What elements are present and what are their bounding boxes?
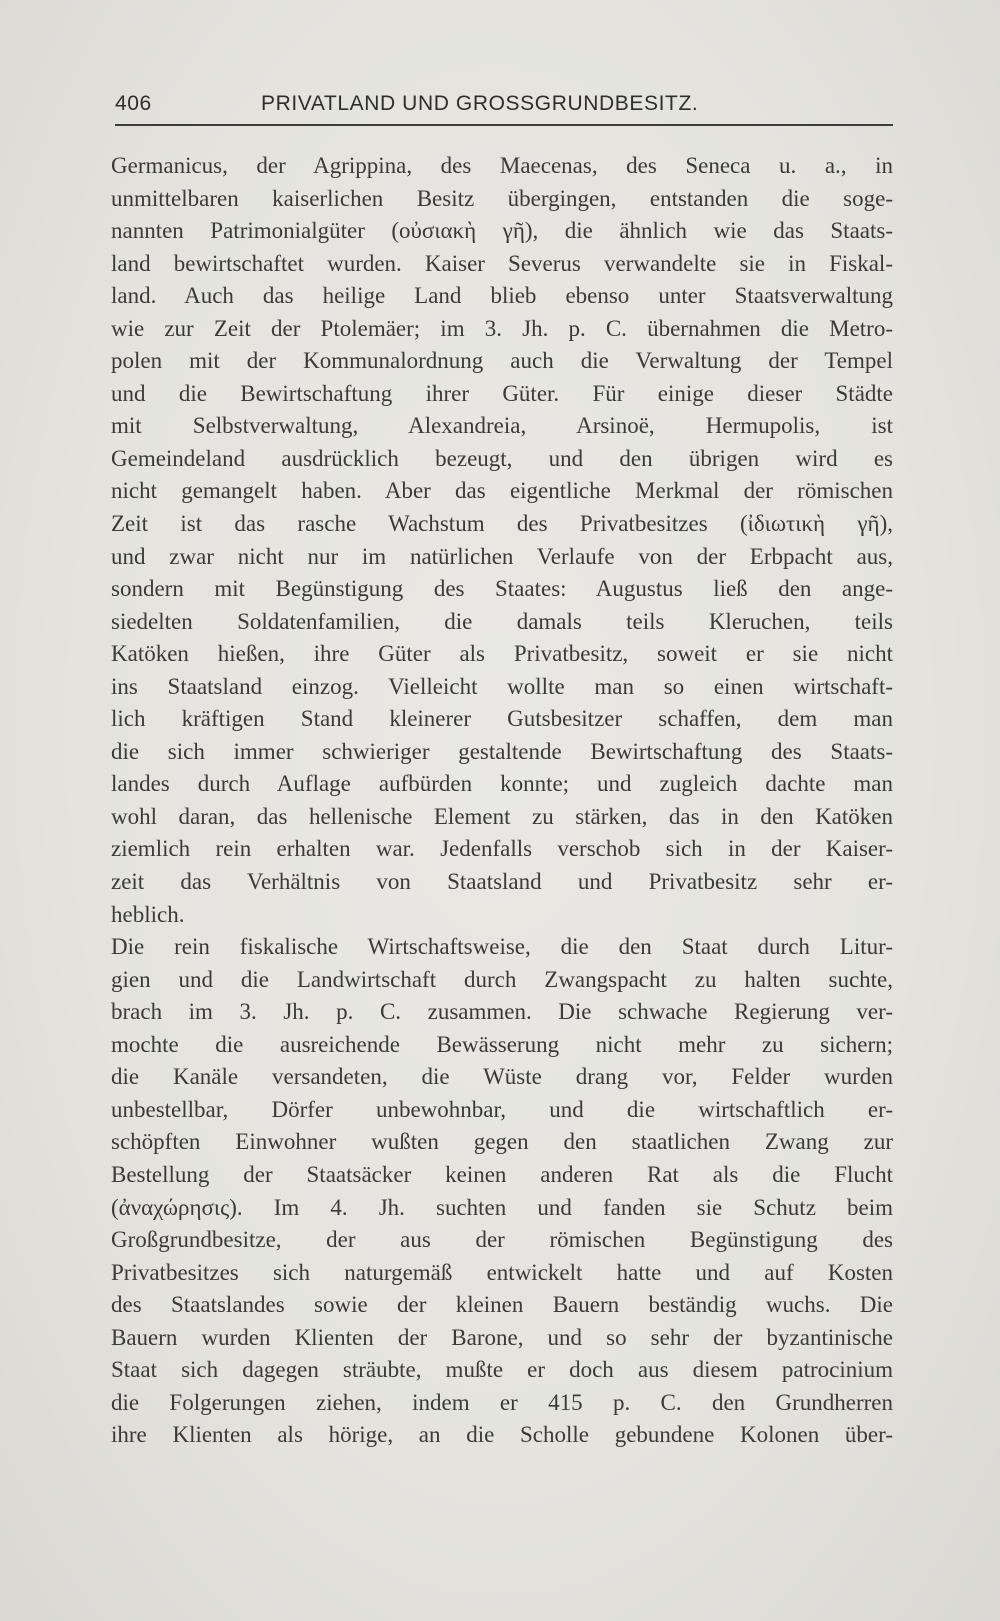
text-line: sondern mit Begünstigung des Staates: Augustus ließ den ange- — [111, 576, 893, 602]
text-line: Germanicus, der Agrippina, des Maecenas, des Seneca u. a., in — [111, 153, 893, 178]
text-line: schöpften Einwohner wußten gegen den staatlichen Zwang zur — [111, 1129, 893, 1155]
text-line: unbestellbar, Dörfer unbewohnbar, und die wirtschaftlich er- — [111, 1096, 893, 1122]
text-line: siedelten Soldatenfamilien, die damals teils Kleruchen, teils — [111, 608, 893, 634]
text-line: Privatbesitzes sich naturgemäß entwickelt hatte und auf Kosten — [111, 1259, 893, 1285]
text-line: Bestellung der Staatsäcker keinen anderen Rat als die Flucht — [111, 1161, 893, 1187]
text-line: landes durch Auflage aufbürden konnte; und zugleich dachte man — [111, 771, 893, 797]
text-line: land bewirtschaftet wurden. Kaiser Severus verwandelte sie in Fiskal- — [111, 250, 893, 276]
text-line: wie zur Zeit der Ptolemäer; im 3. Jh. p. C. übernahmen die Metro- — [111, 315, 893, 341]
text-line: brach im 3. Jh. p. C. zusammen. Die schwache Regierung ver- — [111, 999, 893, 1025]
text-line: gien und die Landwirtschaft durch Zwangspacht zu halten suchte, — [111, 966, 893, 992]
text-line: polen mit der Kommunalordnung auch die Verwaltung der Tempel — [111, 348, 893, 374]
text-line: Zeit ist das rasche Wachstum des Privatbesitzes (ἰδιωτικὴ γῆ), — [111, 511, 893, 537]
header-rule — [115, 124, 893, 126]
text-line: ziemlich rein erhalten war. Jedenfalls verschob sich in der Kaiser- — [111, 836, 893, 862]
text-line: Großgrundbesitze, der aus der römischen Begünstigung des — [111, 1227, 893, 1253]
text-line: Die rein fiskalische Wirtschaftsweise, die den Staat durch Litur- — [111, 934, 893, 960]
text-line: die Folgerungen ziehen, indem er 415 p. C. den Grundherren — [111, 1389, 893, 1415]
text-line: (ἀναχώρησις). Im 4. Jh. suchten und fanden sie Schutz beim — [111, 1194, 893, 1220]
body-text — [111, 150, 893, 1452]
running-title: PRIVATLAND UND GROSSGRUNDBESITZ. — [261, 92, 699, 115]
paragraph-end-line: heblich. — [111, 901, 185, 927]
text-line: die sich immer schwieriger gestaltende Bewirtschaftung des Staats- — [111, 738, 893, 764]
text-line: Katöken hießen, ihre Güter als Privatbesitz, soweit er sie nicht — [111, 641, 893, 667]
text-line: land. Auch das heilige Land blieb ebenso unter Staatsverwaltung — [111, 283, 893, 309]
text-line: mit Selbstverwaltung, Alexandreia, Arsinoë, Hermupolis, ist — [111, 413, 893, 439]
text-line: des Staatslandes sowie der kleinen Bauern beständig wuchs. Die — [111, 1292, 893, 1318]
text-line: nannten Patrimonialgüter (οὐσιακὴ γῆ), die ähnlich wie das Staats- — [111, 218, 893, 244]
text-line: mochte die ausreichende Bewässerung nicht mehr zu sichern; — [111, 1031, 893, 1057]
text-line: und die Bewirtschaftung ihrer Güter. Für einige dieser Städte — [111, 380, 893, 406]
text-line: unmittelbaren kaiserlichen Besitz übergingen, entstanden die soge- — [111, 185, 893, 211]
text-line: Staat sich dagegen sträubte, mußte er doch aus diesem patrocinium — [111, 1357, 893, 1383]
text-line: ins Staatsland einzog. Vielleicht wollte man so einen wirtschaft- — [111, 673, 893, 699]
text-line: die Kanäle versandeten, die Wüste drang vor, Felder wurden — [111, 1064, 893, 1090]
page-number: 406 — [115, 92, 152, 115]
text-line: Gemeindeland ausdrücklich bezeugt, und den übrigen wird es — [111, 445, 893, 471]
text-line: ihre Klienten als hörige, an die Scholle gebundene Kolonen über- — [111, 1422, 893, 1448]
text-line: Bauern wurden Klienten der Barone, und so sehr der byzantinische — [111, 1324, 893, 1350]
text-line: lich kräftigen Stand kleinerer Gutsbesitzer schaffen, dem man — [111, 706, 893, 732]
text-line: nicht gemangelt haben. Aber das eigentliche Merkmal der römischen — [111, 478, 893, 504]
text-line: zeit das Verhältnis von Staatsland und Privatbesitz sehr er- — [111, 869, 893, 895]
text-line: wohl daran, das hellenische Element zu stärken, das in den Katöken — [111, 803, 893, 829]
page-header — [115, 92, 893, 126]
text-line: und zwar nicht nur im natürlichen Verlaufe von der Erbpacht aus, — [111, 543, 893, 569]
